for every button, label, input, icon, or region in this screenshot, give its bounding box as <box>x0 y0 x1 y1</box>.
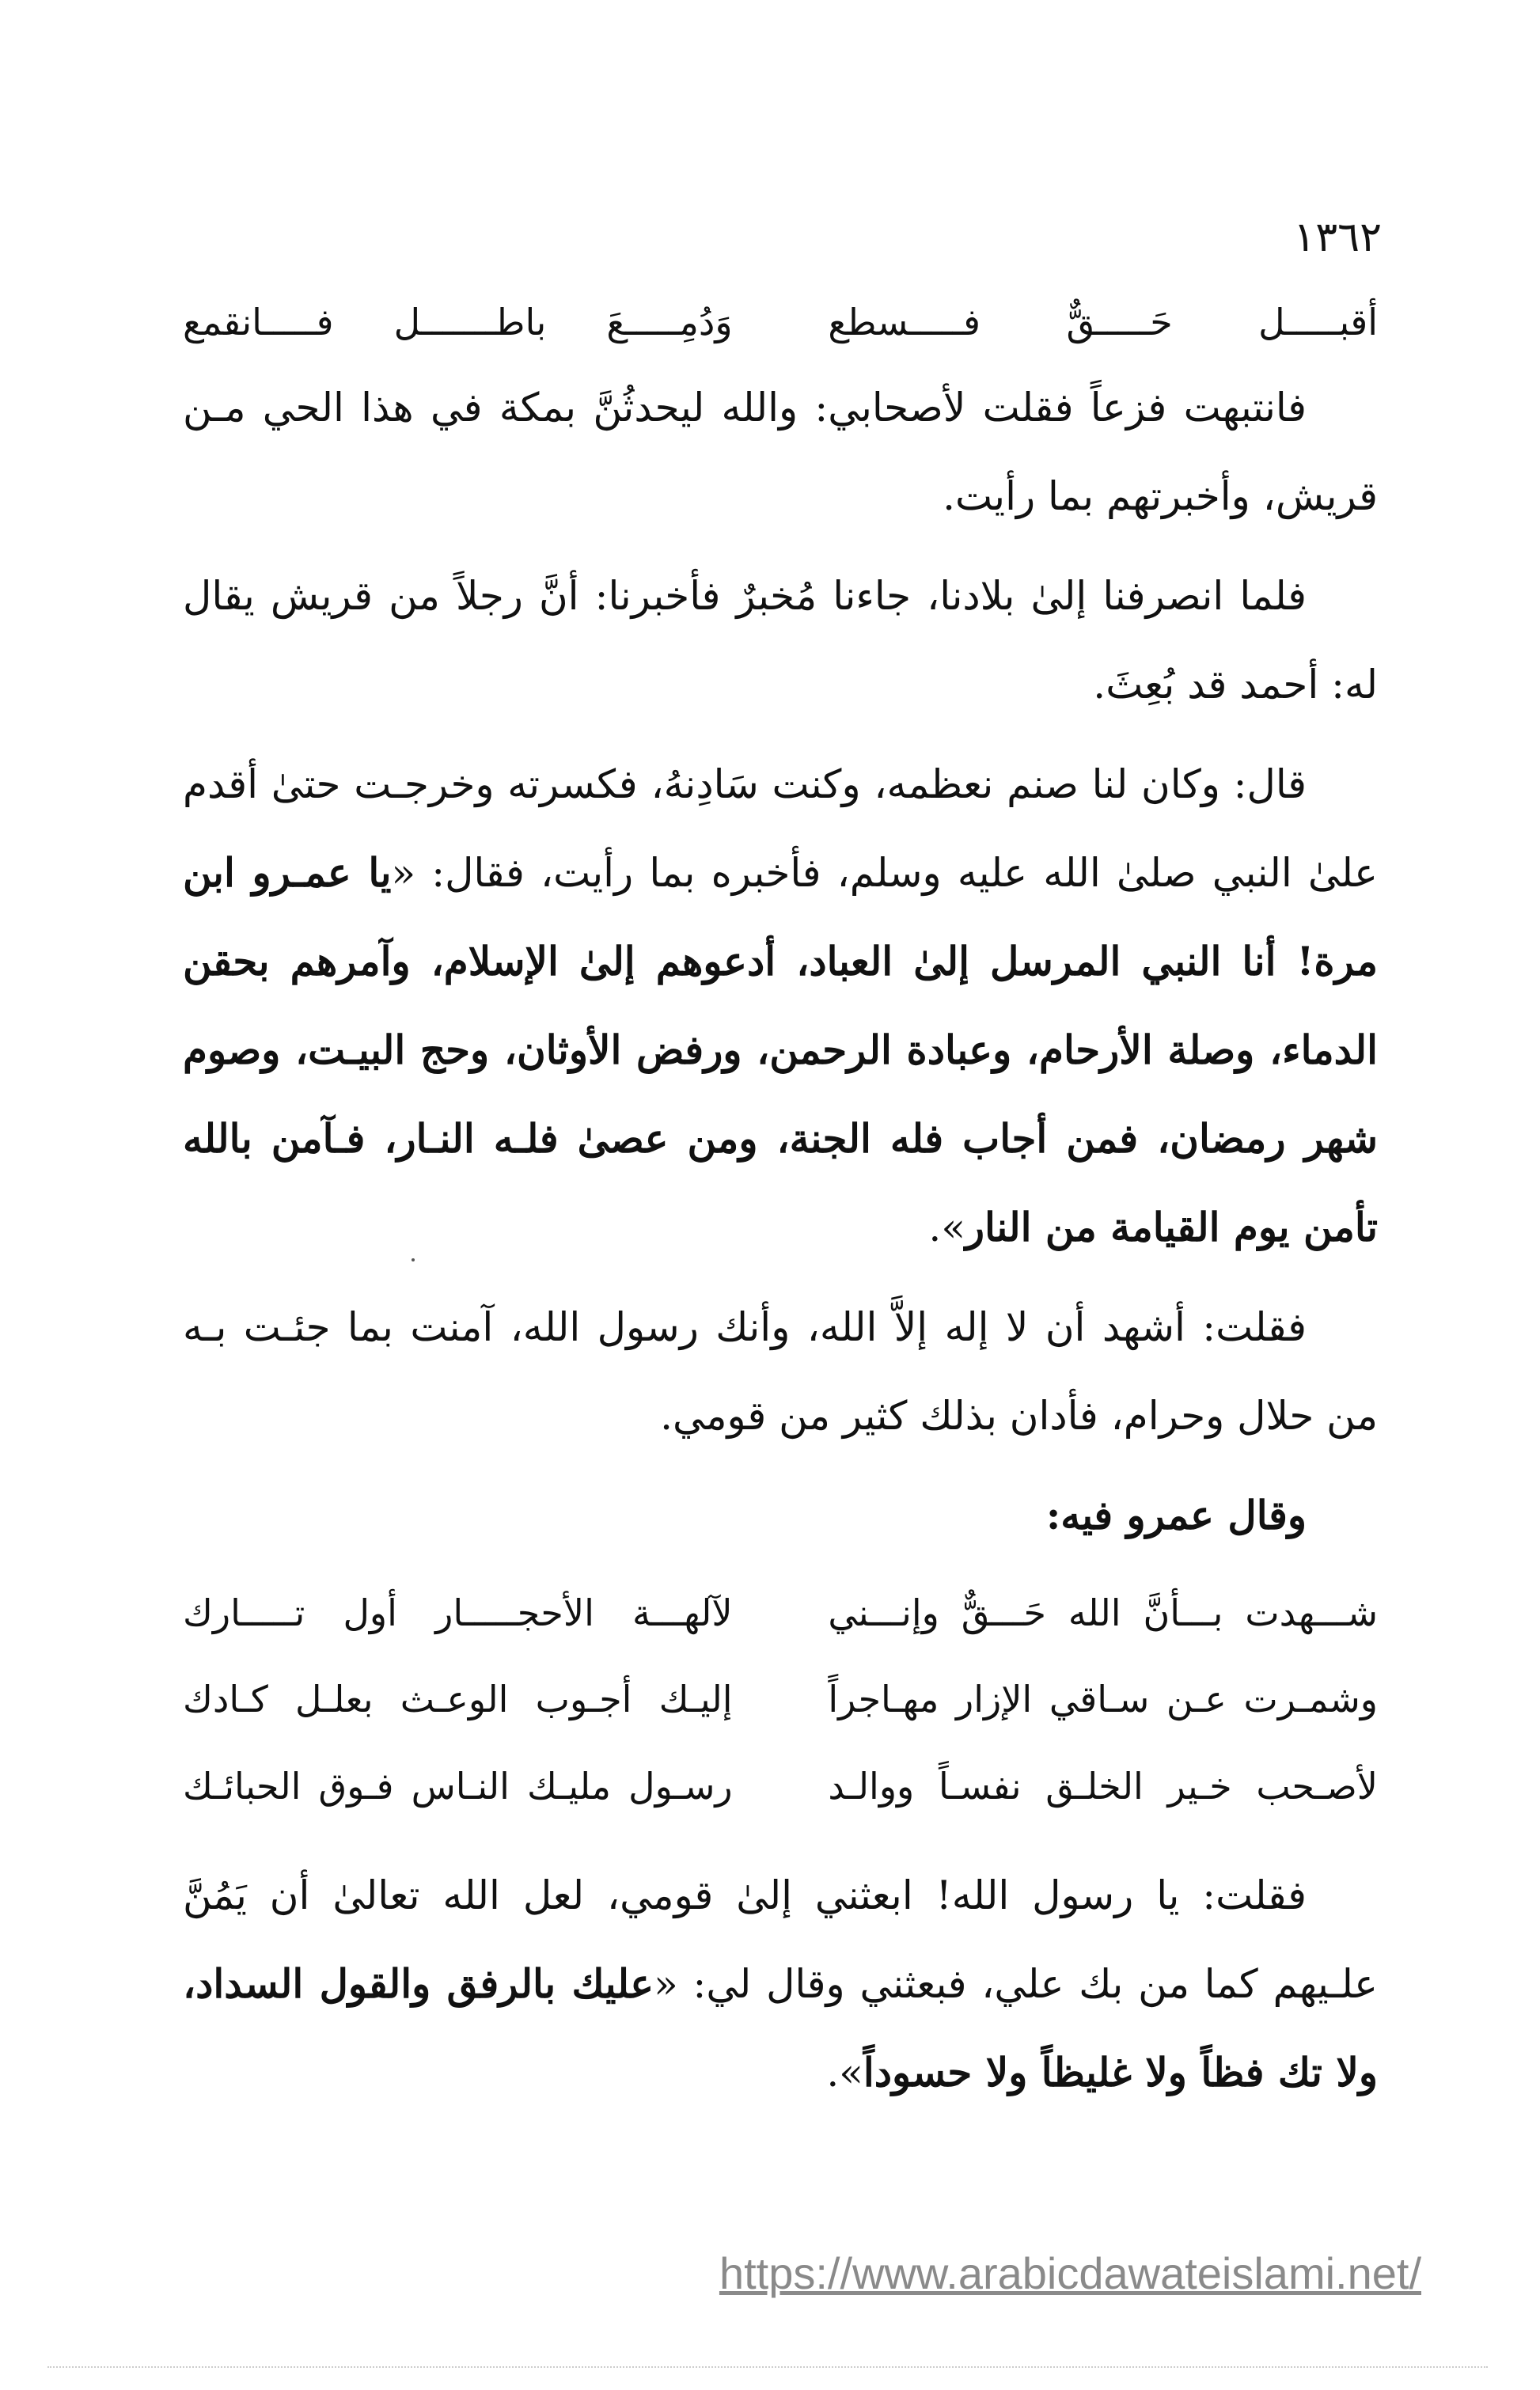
poem-verse-left: إليـك أجـوب الوعـث بعلـل كـادك <box>183 1678 733 1721</box>
print-speck <box>412 1258 415 1261</box>
poem-verse <box>183 1765 1378 1808</box>
story-quote: يا عمـرو ابن مرة! أنا النبي المرسل إلىٰ العباد، أدعوهم إلىٰ الإسلام، وآمرهم بحقن الدماء، وصلة الأرحام، وعبادة الرحمن، ورفض الأوثان، وحج البيـت، وصوم شهر رمضان، فمن أجاب فله الجنة، ومن عصىٰ فلـه النـار، فـآمن بالله تأمن يوم القيامة من النار <box>183 849 1378 1251</box>
poem-intro: وقال عمرو فيه: <box>1045 1492 1307 1539</box>
footer-url-link[interactable]: https://www.arabicdawateislami.net/ <box>719 2248 1421 2298</box>
poem-verse-left: رسـول مليـك النـاس فـوق الحبائـك <box>183 1764 733 1808</box>
closing-quote: عليك بالرفق والقول السداد، ولا تك فظاً ولا غليظاً ولا حسوداً <box>183 1959 1378 2096</box>
poem-verse <box>183 1591 1378 1635</box>
poem-verse-left: لآلهـــة الأحجـــــار أول تـــــارك <box>183 1591 733 1635</box>
poem-verse-right: لأصـحب خـير الخلـق نفسـاً ووالـد <box>828 1764 1378 1808</box>
poem-verse-right: وشمـرت عـن سـاقي الإزار مهـاجراً <box>828 1678 1378 1721</box>
story-close: ». <box>928 1204 965 1251</box>
poem-verse-right: شـــهدت بـــأنَّ الله حَـــقٌّ وإنـــني <box>828 1591 1378 1635</box>
page-number: ١٣٦٢ <box>1293 214 1382 261</box>
opening-verse-left: وَدُمِـــــعَ باطـــــــل فـــــانقمع <box>183 301 733 343</box>
scan-edge-marks <box>47 2366 1488 2371</box>
paragraph-testimony: فقلت: أشهد أن لا إله إلاَّ الله، وأنك رسول الله، آمنت بما جئـت بـه من حلال وحرام، فأدان بذلك كثير من قومي. <box>183 1304 1378 1440</box>
story-intro: قال: وكان لنا صنم نعظمه، وكنت سَادِنهُ، فكسرته وخرجـت حتىٰ أقدم علىٰ النبي صلىٰ الله عليه وسلم، فأخبره بما رأيت، فقال: « <box>183 761 1378 897</box>
closing-intro: فقلت: يا رسول الله! ابعثني إلىٰ قومي، لعل الله تعالىٰ أن يَمُنَّ علـيهم كما من بك علي، فبعثني وقال لي: « <box>183 1872 1378 2007</box>
poem-verse <box>183 1678 1378 1721</box>
page-content <box>183 301 1378 2128</box>
paragraph-news: فلما انصرفنا إلىٰ بلادنا، جاءنا مُخبرٌ فأخبرنا: أنَّ رجلاً من قريش يقال له: أحمد قد بُعِثَ. <box>183 573 1378 708</box>
opening-verse <box>183 301 1378 344</box>
paragraph-story <box>183 740 1378 1272</box>
opening-verse-right: أقبـــــل حَـــــقٌّ فـــــسطع <box>828 301 1378 343</box>
poem <box>183 1591 1378 1808</box>
paragraph-awakening: فانتبهت فزعاً فقلت لأصحابي: والله ليحدثُنَّ بمكة في هذا الحي مـن قريش، وأخبرتهم بما رأيت. <box>183 385 1378 520</box>
paragraph-closing <box>183 1851 1378 2117</box>
closing-close: ». <box>826 2049 863 2096</box>
